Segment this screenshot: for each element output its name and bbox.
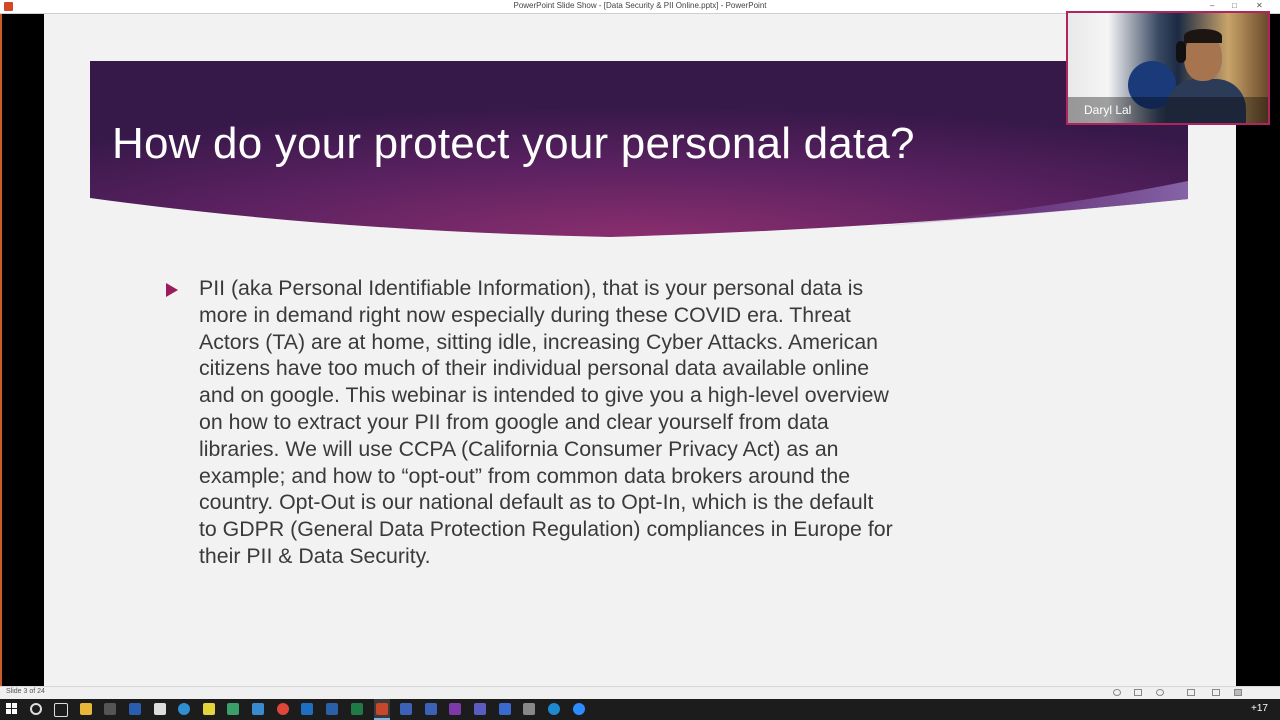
minimize-button[interactable]: – — [1210, 1, 1215, 10]
body-line: example; and how to “opt-out” from common data brokers around the — [199, 463, 851, 488]
snipping-tool-icon[interactable] — [523, 703, 535, 715]
excel-icon[interactable] — [351, 703, 363, 715]
slide-counter: Slide 3 of 24 — [6, 688, 45, 695]
close-button[interactable]: ✕ — [1256, 1, 1263, 10]
body-line: libraries. We will use CCPA (California Consumer Privacy Act) as an — [199, 436, 839, 461]
chrome-icon[interactable] — [277, 703, 289, 715]
left-letterbox — [0, 14, 44, 686]
maximize-button[interactable]: □ — [1232, 1, 1237, 10]
word-icon[interactable] — [326, 703, 338, 715]
onenote-icon[interactable] — [449, 703, 461, 715]
excel-icon[interactable] — [227, 703, 239, 715]
body-line: country. Opt-Out is our national default as to Opt-In, which is the default — [199, 490, 874, 515]
file-explorer-icon[interactable] — [80, 703, 92, 715]
body-line: and on google. This webinar is intended to give you a high-level overview — [199, 383, 889, 408]
slideshow-statusbar — [0, 686, 1280, 699]
body-line: more in demand right now especially during these COVID era. Threat — [199, 302, 851, 327]
participant-name: Daryl Lal — [1084, 103, 1132, 117]
participant-hair — [1184, 29, 1222, 43]
search-icon[interactable] — [30, 703, 42, 715]
powershell-icon[interactable] — [129, 703, 141, 715]
reading-view-icon[interactable] — [1234, 689, 1242, 696]
next-slide-icon[interactable] — [1156, 689, 1164, 696]
body-line: PII (aka Personal Identifiable Information), that is your personal data is — [199, 276, 864, 300]
previous-slide-icon[interactable] — [1113, 689, 1121, 696]
edge-icon[interactable] — [178, 703, 190, 715]
participant-video-tile[interactable] — [1066, 11, 1270, 125]
tray-overflow-count[interactable]: +17 — [1251, 703, 1268, 714]
body-line: to GDPR (General Data Protection Regulation) compliances in Europe for — [199, 517, 893, 542]
slide-menu-icon[interactable] — [1134, 689, 1142, 696]
slide-sorter-icon[interactable] — [1212, 689, 1220, 696]
bullet-arrow-icon — [166, 283, 178, 297]
notepad-icon[interactable] — [154, 703, 166, 715]
slide-title: How do your protect your personal data? — [112, 119, 915, 168]
visio-icon[interactable] — [425, 703, 437, 715]
visio-icon[interactable] — [400, 703, 412, 715]
windows-taskbar — [0, 699, 1280, 720]
title-banner — [90, 61, 1188, 239]
normal-view-icon[interactable] — [1187, 689, 1195, 696]
headset-icon — [1176, 41, 1186, 63]
body-line: on how to extract your PII from google and clear yourself from data — [199, 409, 829, 434]
body-line: Actors (TA) are at home, sitting idle, increasing Cyber Attacks. American — [199, 329, 879, 354]
window-border — [0, 14, 2, 686]
window-title: PowerPoint Slide Show - [Data Security & PII Online.pptx] - PowerPoint — [513, 1, 767, 10]
teams-icon[interactable] — [474, 703, 486, 715]
teams-icon[interactable] — [499, 703, 511, 715]
word-icon[interactable] — [252, 703, 264, 715]
slide-canvas[interactable] — [44, 14, 1236, 686]
calculator-icon[interactable] — [104, 703, 116, 715]
outlook-icon[interactable] — [301, 703, 313, 715]
slide-body-text — [199, 275, 1019, 570]
zoom-icon[interactable] — [573, 703, 585, 715]
windows-start-icon[interactable] — [6, 703, 18, 715]
powerpoint-icon[interactable] — [376, 703, 388, 715]
sticky-notes-icon[interactable] — [203, 703, 215, 715]
body-line: their PII & Data Security. — [199, 543, 431, 568]
task-view-icon[interactable] — [54, 703, 68, 717]
body-line: citizens have too much of their individual personal data available online — [199, 356, 870, 381]
edge-icon[interactable] — [548, 703, 560, 715]
